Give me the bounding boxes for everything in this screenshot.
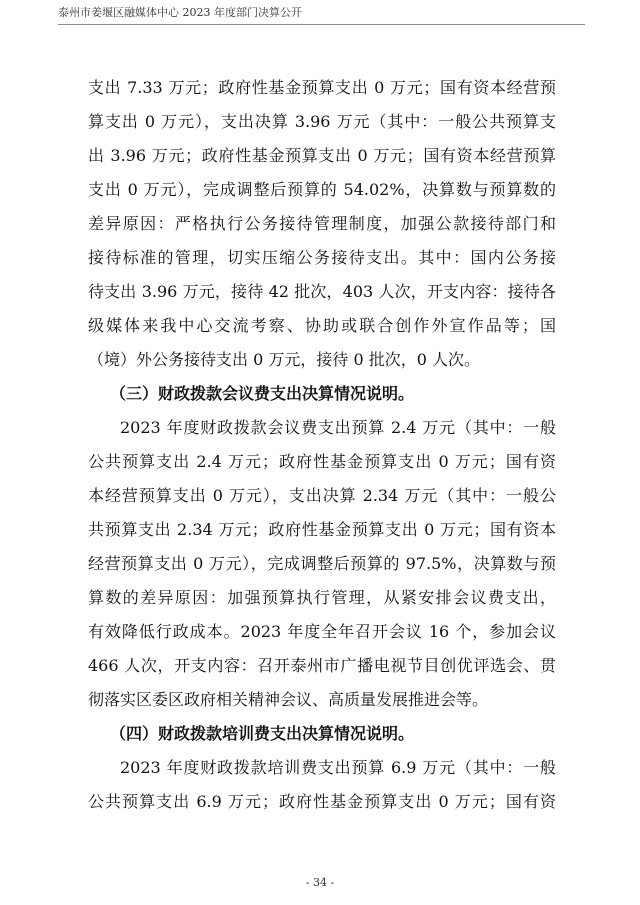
body-line: 公共预算支出 6.9 万元；政府性基金预算支出 0 万元；国有资 xyxy=(88,792,556,811)
body-line: 共预算支出 2.34 万元；政府性基金预算支出 0 万元；国有资本 xyxy=(88,520,556,539)
body-line: 466 人次，开支内容：召开泰州市广播电视节目创优评选会、贯 xyxy=(88,656,556,675)
paragraph-reception-expenses xyxy=(88,71,556,377)
body-line: 本经营预算支出 0 万元），支出决算 2.34 万元（其中：一般公 xyxy=(88,486,556,505)
page-header-title: 泰州市姜堰区融媒体中心 2023 年度部门决算公开 xyxy=(58,6,302,19)
paragraph-meeting-expenses xyxy=(88,411,556,717)
body-line: 算支出 0 万元），支出决算 3.96 万元（其中：一般公共预算支 xyxy=(88,112,556,131)
body-line: 2023 年度财政拨款培训费支出预算 6.9 万元（其中：一般 xyxy=(120,758,556,777)
body-line: 差异原因：严格执行公务接待管理制度，加强公款接待部门和 xyxy=(88,214,556,233)
body-line: 出 3.96 万元；政府性基金预算支出 0 万元；国有资本经营预算 xyxy=(88,146,556,165)
body-line: 接待标准的管理，切实压缩公务接待支出。其中：国内公务接 xyxy=(88,248,556,267)
body-line: 有效降低行政成本。2023 年度全年召开会议 16 个，参加会议 xyxy=(88,622,556,641)
body-line: 公共预算支出 2.4 万元；政府性基金预算支出 0 万元；国有资 xyxy=(88,452,556,471)
body-line: 2023 年度财政拨款会议费支出预算 2.4 万元（其中：一般 xyxy=(120,418,556,437)
body-line: 彻落实区委区政府相关精神会议、高质量发展推进会等。 xyxy=(88,690,489,709)
document-body xyxy=(88,71,556,819)
body-line: 支出 0 万元），完成调整后预算的 54.02%，决算数与预算数的 xyxy=(88,180,556,199)
body-line: 支出 7.33 万元；政府性基金预算支出 0 万元；国有资本经营预 xyxy=(88,78,556,97)
section-heading-training-expenses: （四）财政拨款培训费支出决算情况说明。 xyxy=(110,724,415,743)
body-line: （境）外公务接待支出 0 万元，接待 0 批次，0 人次。 xyxy=(88,350,480,369)
paragraph-training-expenses xyxy=(88,751,556,819)
page-header xyxy=(58,5,585,25)
body-line: 算数的差异原因：加强预算执行管理，从紧安排会议费支出， xyxy=(88,588,556,607)
body-line: 待支出 3.96 万元，接待 42 批次，403 人次，开支内容：接待各 xyxy=(88,282,556,301)
body-line: 级媒体来我中心交流考察、协助或联合创作外宣作品等；国 xyxy=(88,316,556,335)
body-line: 经营预算支出 0 万元），完成调整后预算的 97.5%，决算数与预 xyxy=(88,554,556,573)
page-number: - 34 - xyxy=(305,876,335,889)
section-heading-meeting-expenses: （三）财政拨款会议费支出决算情况说明。 xyxy=(110,384,415,403)
